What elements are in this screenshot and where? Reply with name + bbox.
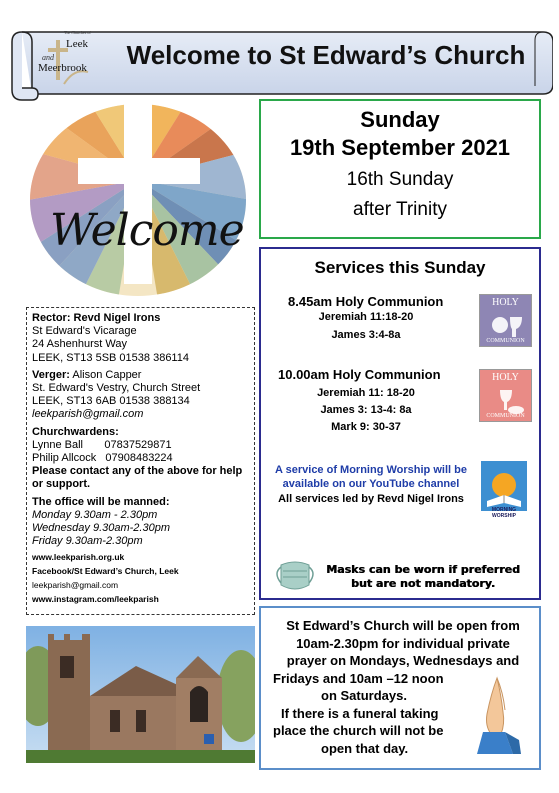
- office-hours-wednesday: Wednesday 9.30am-2.30pm: [32, 522, 170, 535]
- facebook-link[interactable]: Facebook/St Edward’s Church, Leek: [32, 566, 179, 577]
- morning-worship-caption: MORNING WORSHIP: [491, 507, 517, 519]
- rector-address-3: LEEK, ST13 5SB 01538 386114: [32, 351, 189, 364]
- services-box: [259, 247, 541, 600]
- instagram-link[interactable]: www.instagram.com/leekparish: [32, 594, 159, 605]
- rector-address-1: St Edward's Vicarage: [32, 325, 137, 338]
- date-day: Sunday: [360, 107, 440, 132]
- church-photo: [26, 626, 255, 763]
- praying-hands-icon: [471, 674, 527, 756]
- churchwarden-1: Lynne Ball 07837529871: [32, 438, 172, 451]
- rector-label: Rector: Revd Nigel Irons: [32, 312, 161, 324]
- logo-leek-text: Leek: [66, 38, 88, 50]
- opening-line-8: open that day.: [321, 740, 409, 756]
- churchwardens-label: Churchwardens:: [32, 425, 119, 438]
- header-banner: [8, 24, 553, 102]
- office-label: The office will be manned:: [32, 495, 170, 508]
- service-1-reading-2: James 3:4-8a: [331, 329, 401, 341]
- logo-small-text: The Churches of: [64, 30, 91, 35]
- holy-communion-icon: [479, 294, 532, 347]
- liturgical-sunday: 16th Sunday: [346, 169, 454, 190]
- face-mask-icon: [271, 559, 319, 593]
- service-2-reading-3: Mark 9: 30-37: [331, 421, 401, 433]
- service-2-time: 10.00am Holy Communion: [278, 367, 441, 382]
- service-1-time: 8.45am Holy Communion: [288, 294, 444, 309]
- office-hours-monday: Monday 9.30am - 2.30pm: [32, 508, 158, 521]
- communion-icon-text-2: COMMUNION: [486, 413, 525, 419]
- verger-name: Alison Capper: [69, 368, 142, 381]
- logo-meerbrook-text: Meerbrook: [38, 62, 87, 74]
- date-box: [259, 99, 541, 239]
- liturgical-season: after Trinity: [353, 199, 447, 220]
- youtube-notice: A service of Morning Worship will be available on our YouTube channel: [275, 464, 467, 490]
- date-full: 19th September 2021: [289, 135, 511, 160]
- opening-line-7: place the church will not be: [273, 723, 444, 738]
- contact-info-box: [26, 307, 255, 615]
- verger-address-2: LEEK, ST13 6AB 01538 388134: [32, 395, 190, 408]
- opening-line-1: St Edward’s Church will be open from: [286, 618, 520, 633]
- service-2-reading-2: James 3: 13-4: 8a: [320, 404, 412, 416]
- opening-line-2: 10am-2.30pm for individual private: [296, 635, 510, 651]
- morning-worship-icon: [481, 461, 527, 519]
- communion-icon-text: COMMUNION: [486, 338, 525, 344]
- opening-line-5: on Saturdays.: [321, 688, 407, 703]
- holy-icon-text-2: HOLY: [492, 372, 519, 383]
- welcome-graphic: [28, 100, 252, 300]
- cross-rays-image: [28, 100, 252, 300]
- verger-email[interactable]: leekparish@gmail.com: [32, 408, 144, 421]
- services-title: Services this Sunday: [314, 258, 486, 277]
- opening-hours-box: [259, 606, 541, 770]
- opening-line-4: Fridays and 10am –12 noon: [273, 670, 444, 686]
- website-link[interactable]: www.leekparish.org.uk: [32, 552, 125, 563]
- rector-address-2: 24 Ashenhurst Way: [32, 338, 127, 351]
- welcome-word: Welcome: [50, 205, 244, 256]
- masks-notice: Masks can be worn if preferred but are not mandatory.: [326, 563, 520, 590]
- please-contact-text: Please contact any of the above for help or support.: [32, 465, 243, 491]
- opening-line-6: If there is a funeral taking: [281, 705, 439, 721]
- churchwarden-2: Philip Allcock 07908483224: [32, 452, 173, 465]
- page-title: Welcome to St Edward’s Church: [126, 40, 526, 70]
- office-hours-friday: Friday 9.30am-2.30pm: [32, 535, 143, 548]
- led-by-text: All services led by Revd Nigel Irons: [278, 493, 464, 505]
- holy-communion-icon-2: [479, 369, 532, 422]
- email-link[interactable]: leekparish@gmail.com: [32, 580, 119, 591]
- verger-line: [32, 369, 249, 382]
- service-2-reading-1: Jeremiah 11: 18-20: [317, 387, 415, 399]
- verger-address-1: St. Edward's Vestry, Church Street: [32, 382, 201, 395]
- holy-icon-text: HOLY: [492, 297, 519, 308]
- opening-line-3: prayer on Mondays, Wednesdays and: [286, 653, 520, 668]
- verger-label: Verger:: [32, 368, 70, 381]
- service-1-reading-1: Jeremiah 11:18-20: [318, 311, 414, 323]
- parish-logo: [34, 28, 100, 94]
- logo-and-text: and: [42, 53, 54, 62]
